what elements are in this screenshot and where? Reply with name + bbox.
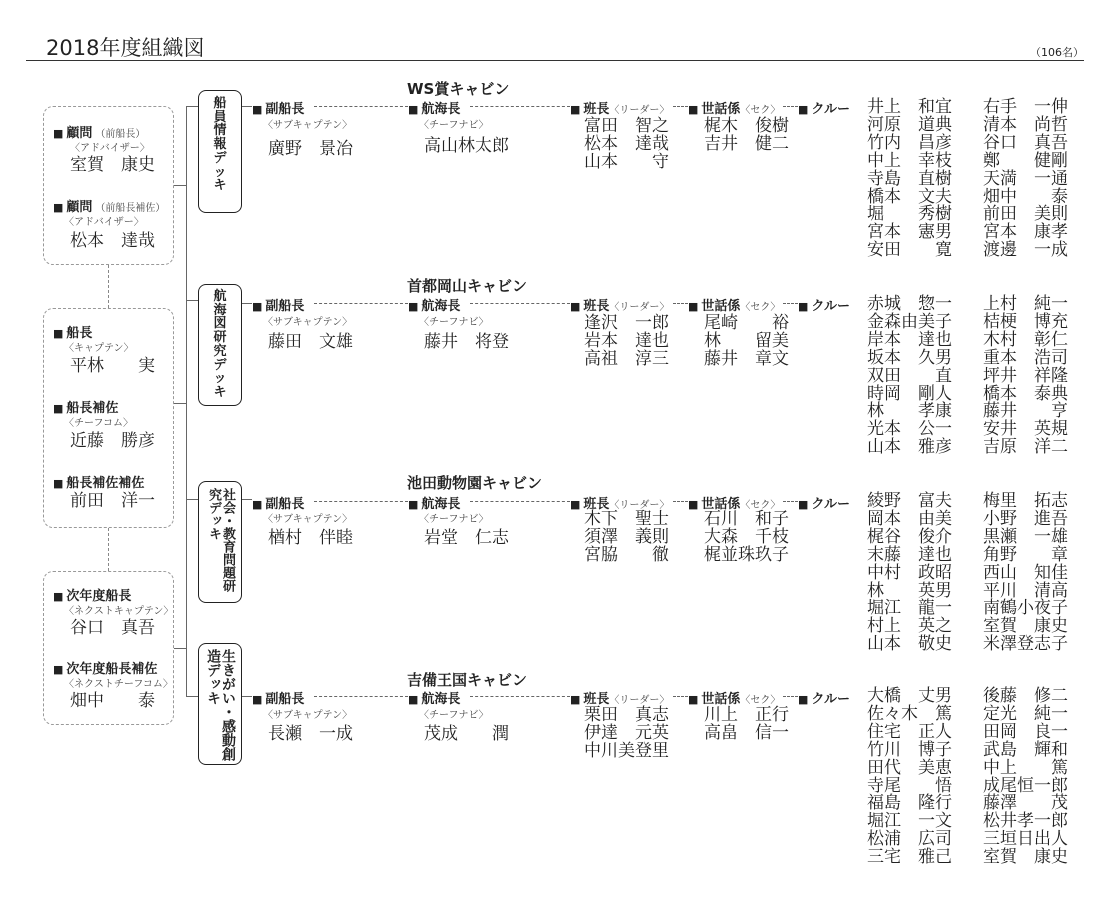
group-connector	[108, 528, 109, 571]
crew-names: 井上 和宜 河原 道典 竹内 昌彦 中上 幸枝 寺島 直樹 橋本 文夫 堀 秀樹 宮本 憲男 安田 寛	[867, 97, 952, 261]
total-members: （106名）	[1030, 46, 1084, 59]
role-title: ■ 次年度船長	[53, 589, 132, 604]
connector	[673, 501, 688, 502]
care-label: ■ 世話係〈セク〉	[688, 102, 781, 117]
role-subtitle: 〈ネクストキャプテン〉	[64, 606, 174, 617]
leader-label: ■ 班長〈リーダー〉	[570, 299, 670, 314]
deck-name: 生きがい・感動創造デッキ	[205, 649, 236, 761]
navigator-sub: 〈チーフナビ〉	[419, 120, 489, 131]
care-label: ■ 世話係〈セク〉	[688, 299, 781, 314]
crew-label: ■ クルー	[798, 299, 851, 314]
crew-label: ■ クルー	[798, 497, 851, 512]
person-name: 前田 洋一	[70, 491, 155, 511]
connector	[673, 106, 688, 107]
role-subtitle: 〈キャプテン〉	[64, 343, 134, 354]
vice-captain-label: ■ 副船長	[252, 299, 305, 314]
navigator-sub: 〈チーフナビ〉	[419, 710, 489, 721]
connector	[314, 106, 408, 107]
navigator-name: 高山林太郎	[424, 136, 509, 156]
leader-names: 逢沢 一郎 岩本 達也 高祖 淳三	[584, 313, 669, 369]
connector	[174, 185, 186, 186]
leader-names: 富田 智之 松本 達哉 山本 守	[584, 116, 669, 172]
tree-trunk	[186, 106, 187, 696]
role-title: ■ 船長補佐	[53, 401, 119, 416]
crew-names: 綾野 富夫 岡本 由美 梶谷 俊介 末藤 達也 中村 政昭 林 英男 堀江 龍一 村上 英之 山本 敬史	[867, 491, 952, 655]
navigator-name: 茂成 潤	[424, 724, 509, 744]
navigator-name: 岩堂 仁志	[424, 528, 509, 548]
header-rule	[26, 60, 1084, 61]
role-title: ■ 次年度船長補佐	[53, 662, 158, 677]
navigator-label: ■ 航海長	[408, 102, 461, 117]
vice-captain-name: 廣野 景冶	[268, 139, 353, 159]
crew-names: 後藤 修二 定光 純一 田岡 良一 武島 輝和 中上 篤 成尾恒一郎 藤澤 茂 松井孝一郎 三垣日出人 室賀 康史	[983, 686, 1068, 868]
connector	[673, 303, 688, 304]
crew-label: ■ クルー	[798, 692, 851, 707]
connector	[314, 501, 408, 502]
leader-label: ■ 班長〈リーダー〉	[570, 497, 670, 512]
person-name: 畑中 泰	[70, 691, 155, 711]
care-label: ■ 世話係〈セク〉	[688, 497, 781, 512]
connector	[242, 499, 252, 500]
connector	[242, 106, 252, 107]
role-title: ■ 船長補佐補佐	[53, 476, 145, 491]
deck-name: 社会・教育問題研究デッキ	[206, 488, 235, 592]
vice-captain-sub: 〈サブキャプテン〉	[263, 710, 353, 721]
vice-captain-sub: 〈サブキャプテン〉	[263, 317, 353, 328]
deck-label-box	[198, 481, 242, 603]
care-names: 梶木 俊樹 吉井 健二	[704, 116, 789, 154]
vice-captain-label: ■ 副船長	[252, 102, 305, 117]
connector	[470, 106, 570, 107]
crew-names: 右手 一伸 清本 尚哲 谷口 真吾 鄭 健剛 天満 一通 畑中 泰 前田 美則 宮本 康孝 渡邊 一成	[983, 97, 1068, 261]
role-subtitle: 〈ネクストチーフコム〉	[64, 679, 173, 690]
deck-label-box	[198, 643, 242, 765]
navigator-label: ■ 航海長	[408, 497, 461, 512]
vice-captain-label: ■ 副船長	[252, 497, 305, 512]
person-name: 平林 実	[70, 356, 155, 376]
deck-label-box	[198, 284, 242, 406]
leader-names: 木下 聖士 須澤 義則 宮脇 徹	[584, 509, 669, 565]
cabin-name: 池田動物園キャビン	[407, 474, 543, 492]
person-name: 近藤 勝彦	[70, 431, 155, 451]
deck-name: 航海図研究デッキ	[213, 289, 227, 400]
connector	[186, 300, 198, 301]
person-name: 室賀 康史	[70, 155, 155, 175]
leader-names: 栗田 真志 伊達 元英 中川美登里	[584, 705, 669, 761]
connector	[783, 303, 798, 304]
connector	[783, 696, 798, 697]
connector	[174, 403, 186, 404]
deck-name: 船員情報デッキ	[213, 96, 227, 194]
connector	[314, 303, 408, 304]
role-subtitle: 〈アドバイザー〉	[64, 217, 144, 228]
care-label: ■ 世話係〈セク〉	[688, 692, 781, 707]
connector	[783, 106, 798, 107]
role-title: ■ 顧問 （前船長補佐）	[53, 200, 166, 215]
connector	[314, 696, 408, 697]
connector	[783, 501, 798, 502]
leader-label: ■ 班長〈リーダー〉	[570, 102, 670, 117]
connector	[470, 696, 570, 697]
cabin-name: WS賞キャビン	[407, 80, 510, 98]
navigator-label: ■ 航海長	[408, 692, 461, 707]
role-title: ■ 船長	[53, 326, 93, 341]
care-names: 川上 正行 高畠 信一	[704, 705, 789, 743]
navigator-name: 藤井 将登	[424, 332, 509, 352]
connector	[673, 696, 688, 697]
vice-captain-sub: 〈サブキャプテン〉	[263, 514, 353, 525]
care-names: 石川 和子 大森 千枝 梶並珠玖子	[704, 509, 789, 565]
crew-names: 赤城 惣一 金森由美子 岸本 達也 坂本 久男 双田 直 時岡 剛人 林 孝康 光本 公一 山本 雅彦	[867, 294, 952, 458]
role-title: ■ 顧問 （前船長）	[53, 126, 146, 141]
advisor-group	[43, 106, 174, 265]
cabin-name: 首都岡山キャビン	[407, 277, 528, 295]
leader-label: ■ 班長〈リーダー〉	[570, 692, 670, 707]
next-year-group	[43, 571, 174, 725]
crew-names: 上村 純一 桔梗 博充 木村 彰仁 重本 浩司 坪井 祥隆 橋本 泰典 藤井 亨 安井 英規 吉原 洋二	[983, 294, 1068, 458]
group-connector	[108, 265, 109, 308]
cabin-name: 吉備王国キャビン	[407, 671, 528, 689]
person-name: 松本 達哉	[70, 231, 155, 251]
vice-captain-sub: 〈サブキャプテン〉	[263, 120, 353, 131]
navigator-sub: 〈チーフナビ〉	[419, 514, 489, 525]
deck-label-box	[198, 90, 242, 213]
vice-captain-name: 楢村 伴睦	[268, 528, 353, 548]
navigator-label: ■ 航海長	[408, 299, 461, 314]
connector	[242, 303, 252, 304]
connector	[186, 696, 198, 697]
vice-captain-name: 長瀬 一成	[268, 724, 353, 744]
vice-captain-name: 藤田 文雄	[268, 332, 353, 352]
connector	[174, 648, 186, 649]
connector	[186, 499, 198, 500]
person-name: 谷口 真吾	[70, 618, 155, 638]
navigator-sub: 〈チーフナビ〉	[419, 317, 489, 328]
connector	[186, 106, 198, 107]
crew-label: ■ クルー	[798, 102, 851, 117]
role-subtitle: 〈チーフコム〉	[64, 418, 133, 429]
connector	[470, 303, 570, 304]
care-names: 尾崎 裕 林 留美 藤井 章文	[704, 313, 789, 369]
vice-captain-label: ■ 副船長	[252, 692, 305, 707]
crew-names: 梅里 拓志 小野 進吾 黒瀬 一雄 角野 章 西山 知佳 平川 清高 南鶴小夜子 室賀 康史 米澤登志子	[983, 491, 1068, 655]
page-title: 2018年度組織図	[46, 36, 205, 60]
connector	[470, 501, 570, 502]
captain-group	[43, 308, 174, 528]
crew-names: 大橋 丈男 佐々木 篤 住宅 正人 竹川 博子 田代 美恵 寺尾 悟 福島 隆行 堀江 一文 松浦 広司 三宅 雅己	[867, 686, 952, 868]
role-subtitle: 〈アドバイザー〉	[70, 143, 150, 154]
connector	[242, 696, 252, 697]
